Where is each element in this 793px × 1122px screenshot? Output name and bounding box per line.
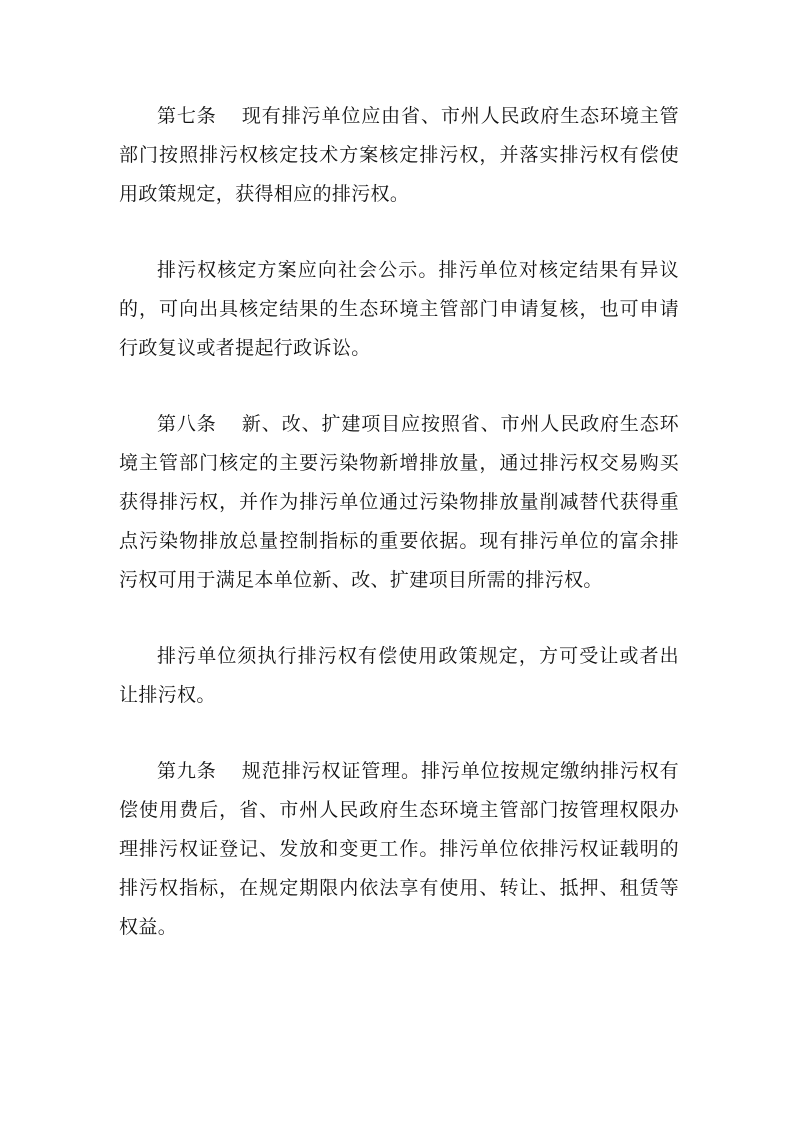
paragraph-gap	[119, 214, 679, 251]
paragraph-text: 规范排污权证管理。排污单位按规定缴纳排污权有偿使用费后，省、市州人民政府生态环境主管部门按管理权限办理排污权证登记、发放和变更工作。排污单位依排污权证载明的排污权指标，在规定期限内依法享有使用、转让、抵押、租赁等权益。	[119, 760, 679, 938]
paragraph-article-7-publicity	[119, 251, 679, 368]
paragraph-gap	[119, 368, 679, 405]
document-body	[119, 97, 679, 947]
paragraph-text: 排污单位须执行排污权有偿使用政策规定，方可受让或者出让排污权。	[119, 645, 679, 706]
paragraph-article-9	[119, 752, 679, 947]
article-number: 第八条	[157, 413, 217, 435]
article-number: 第九条	[157, 760, 217, 782]
paragraph-article-7	[119, 97, 679, 214]
paragraph-gap	[119, 600, 679, 637]
paragraph-article-8-paid-use	[119, 637, 679, 715]
paragraph-gap	[119, 715, 679, 752]
paragraph-text: 现有排污单位应由省、市州人民政府生态环境主管部门按照排污权核定技术方案核定排污权，并落实排污权有偿使用政策规定，获得相应的排污权。	[119, 105, 679, 205]
paragraph-text: 排污权核定方案应向社会公示。排污单位对核定结果有异议的，可向出具核定结果的生态环境主管部门申请复核，也可申请行政复议或者提起行政诉讼。	[119, 259, 679, 359]
paragraph-article-8	[119, 405, 679, 600]
article-number: 第七条	[157, 105, 217, 127]
paragraph-text: 新、改、扩建项目应按照省、市州人民政府生态环境主管部门核定的主要污染物新增排放量，通过排污权交易购买获得排污权，并作为排污单位通过污染物排放量削减替代获得重点污染物排放总量控制指标的重要依据。现有排污单位的富余排污权可用于满足本单位新、改、扩建项目所需的排污权。	[119, 413, 679, 591]
